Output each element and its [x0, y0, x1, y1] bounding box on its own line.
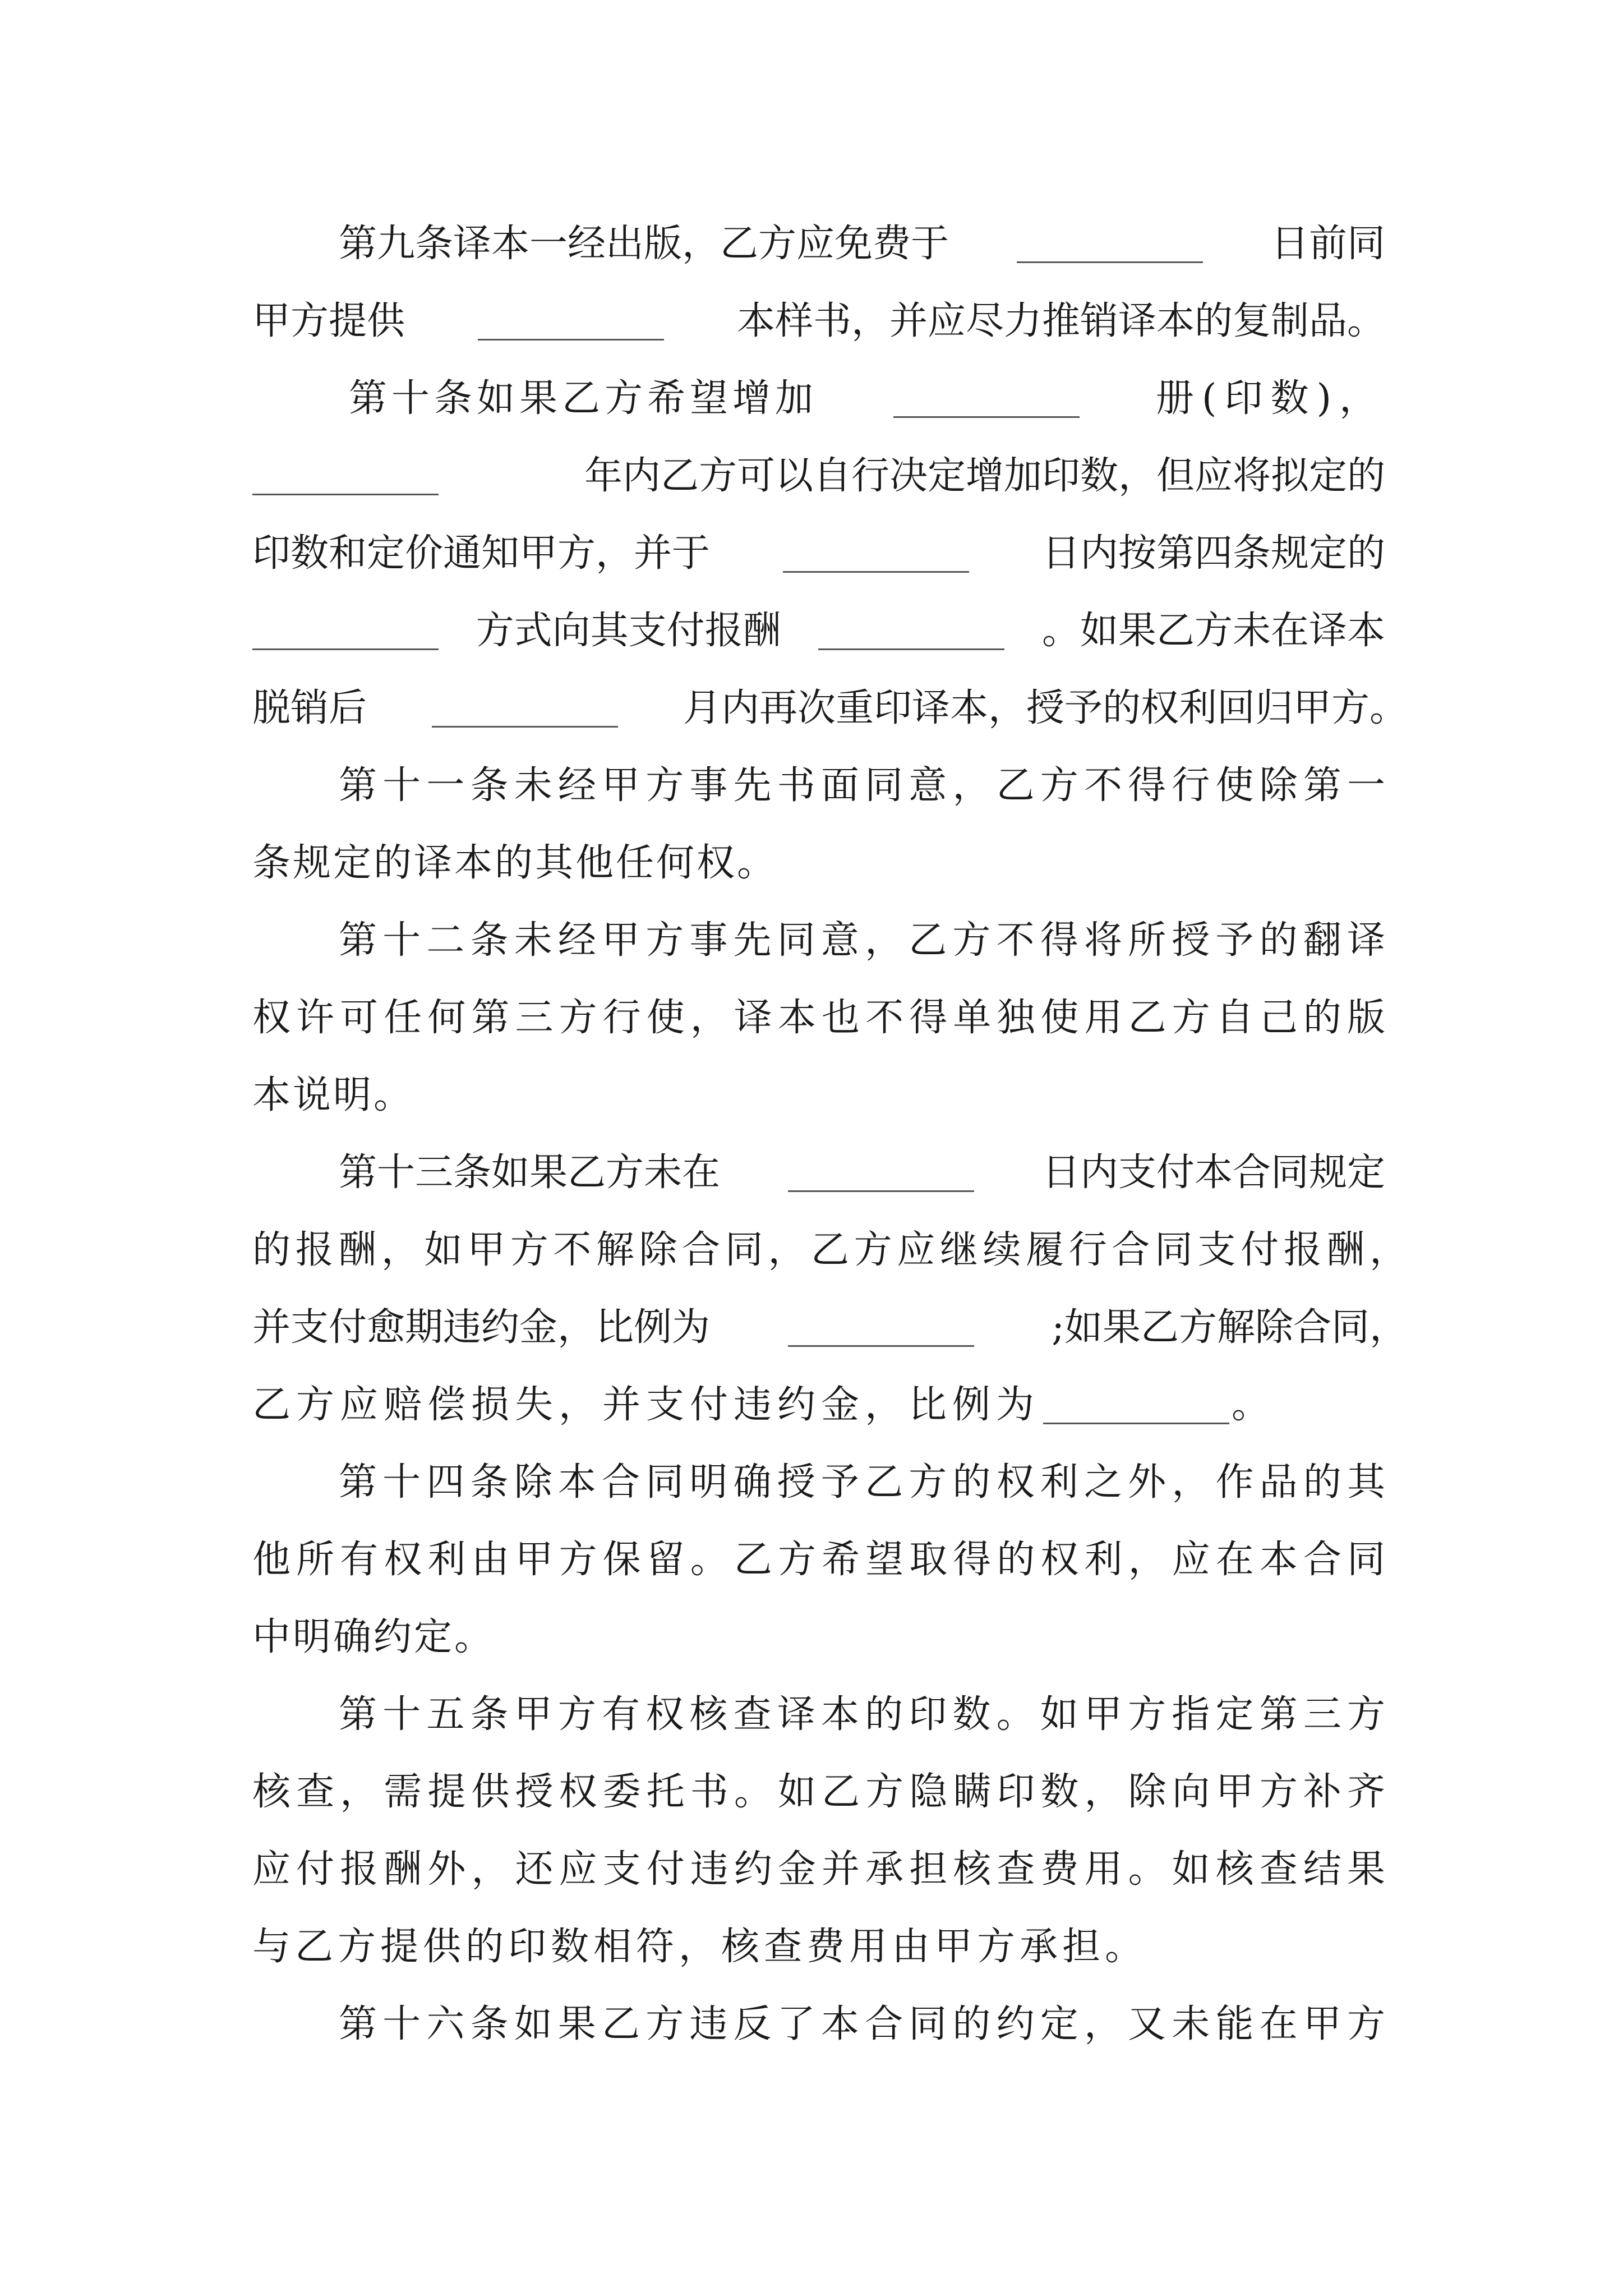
- fill-in-blank[interactable]: [783, 541, 969, 573]
- text-segment: 与乙方提供的印数相符，核查费用由甲方承担。: [252, 1925, 1148, 1969]
- article-9-line-1: [339, 205, 1385, 283]
- text-segment: 日内按第四条规定的: [1041, 531, 1385, 576]
- article-15-line-1: [339, 1676, 1385, 1754]
- fill-in-blank[interactable]: [788, 1315, 974, 1347]
- text-segment: 第十四条除本合同明确授予乙方的权利之外，作品的其: [339, 1460, 1385, 1504]
- text-segment: 第十三条如果乙方未在: [339, 1151, 721, 1195]
- text-segment: 册(印数)，: [1155, 376, 1385, 421]
- article-14-line-2: [252, 1521, 1385, 1599]
- text-segment: 第十六条如果乙方违反了本合同的约定，又未能在甲方: [339, 2002, 1385, 2046]
- text-segment: 本说明。: [252, 1073, 414, 1117]
- text-segment: 脱销后: [252, 686, 367, 730]
- article-13-line-2: [252, 1211, 1408, 1290]
- text-segment: 的报酬，如甲方不解除合同，乙方应继续履行合同支付报酬，: [252, 1228, 1408, 1272]
- article-14-line-1: [339, 1443, 1385, 1522]
- text-segment: 应付报酬外，还应支付违约金并承担核查费用。如核查结果: [252, 1847, 1385, 1892]
- article-12-line-2: [252, 979, 1385, 1057]
- article-10-line-5: [252, 669, 1408, 748]
- fill-in-blank[interactable]: [788, 1161, 974, 1192]
- text-segment: 日前同: [1270, 222, 1385, 266]
- article-13-line-3: [252, 1289, 1408, 1367]
- article-15-line-2: [252, 1753, 1385, 1832]
- text-segment: 。如果乙方未在译本: [1041, 609, 1385, 653]
- text-segment: 第十二条未经甲方事先同意，乙方不得将所授予的翻译: [339, 918, 1385, 963]
- fill-in-blank[interactable]: [818, 619, 1004, 650]
- text-segment: 甲方提供: [252, 299, 405, 343]
- article-12-line-3: [252, 1056, 1385, 1135]
- article-11-line-2: [252, 824, 1385, 903]
- text-segment: 日内支付本合同规定: [1041, 1151, 1385, 1195]
- article-11-line-1: [339, 747, 1385, 825]
- text-segment: 第十一条未经甲方事先书面同意，乙方不得行使除第一: [339, 763, 1385, 808]
- text-segment: 权许可任何第三方行使，译本也不得单独使用乙方自己的版: [252, 996, 1385, 1040]
- fill-in-blank[interactable]: [252, 619, 439, 650]
- text-segment: 并支付愈期违约金，比例为: [252, 1305, 711, 1350]
- article-12-line-1: [339, 901, 1385, 980]
- fill-in-blank[interactable]: [1043, 1393, 1229, 1424]
- text-segment: 条规定的译本的其他任何权。: [252, 841, 778, 885]
- article-15-line-3: [252, 1830, 1385, 1909]
- text-segment: 第九条译本一经出版，乙方应免费于: [339, 222, 949, 266]
- text-segment: 核查，需提供授权委托书。如乙方隐瞒印数，除向甲方补齐: [252, 1770, 1385, 1814]
- article-10-line-1: [349, 360, 1385, 438]
- article-13-line-1: [339, 1134, 1385, 1212]
- text-segment: 。: [1232, 1383, 1270, 1427]
- text-segment: 本样书，并应尽力推销译本的复制品。: [736, 299, 1385, 343]
- text-segment: 他所有权利由甲方保留。乙方希望取得的权利，应在本合同: [252, 1538, 1385, 1582]
- article-10-line-2: [252, 437, 1385, 516]
- text-segment: 中明确约定。: [252, 1615, 495, 1659]
- article-10-line-4: [252, 592, 1385, 670]
- text-segment: 印数和定价通知甲方，并于: [252, 531, 711, 576]
- text-segment: 第十条如果乙方希望增加: [349, 376, 818, 421]
- text-segment: ;如果乙方解除合同，: [1052, 1305, 1408, 1350]
- fill-in-blank[interactable]: [432, 696, 618, 728]
- article-10-line-3: [252, 514, 1385, 593]
- text-segment: 第十五条甲方有权核查译本的印数。如甲方指定第三方: [339, 1692, 1385, 1737]
- text-segment: 月内再次重印译本，授予的权利回归甲方。: [683, 686, 1408, 730]
- fill-in-blank[interactable]: [478, 309, 664, 341]
- article-14-line-3: [252, 1598, 1385, 1677]
- article-9-line-2: [252, 282, 1385, 361]
- text-segment: 方式向其支付报酬: [476, 609, 781, 653]
- article-16-line-1: [339, 1985, 1385, 2064]
- fill-in-blank[interactable]: [252, 464, 439, 495]
- fill-in-blank[interactable]: [1017, 232, 1203, 263]
- text-segment: 乙方应赔偿损失，并支付违约金，比例为: [252, 1383, 1040, 1427]
- article-15-line-4: [252, 1908, 1385, 1986]
- fill-in-blank[interactable]: [893, 386, 1080, 418]
- article-13-line-4: [252, 1366, 1385, 1444]
- text-segment: 年内乙方可以自行决定增加印数，但应将拟定的: [584, 454, 1385, 498]
